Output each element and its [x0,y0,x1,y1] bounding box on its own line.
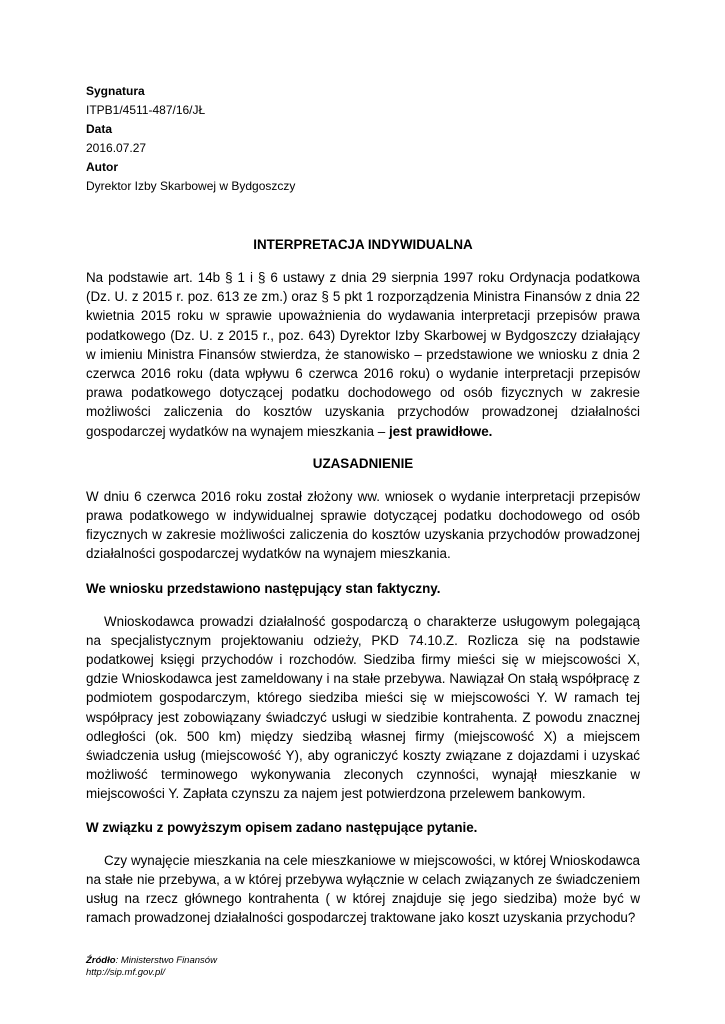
source-label: Źródło [86,955,116,966]
date-label: Data [86,122,113,136]
facts-paragraph: Wnioskodawca prowadzi działalność gospodarczą o charakterze usługowym polegającą na specjalistycznym projektowaniu odzieży, PKD 74.10.Z. Rozlicza się na podstawie podatkowej księgi przychodów i rozchodów. Siedziba firmy mieści się w miejscowości X, gdzie Wnioskodawca jest zameldowany i na stałe przebywa. Nawiązał On stałą współpracę z podmiotem gospodarczym, którego siedziba mieści się w miejscowości Y. W ramach tej współpracy jest zobowiązany świadczyć usługi w siedzibie kontrahenta. Z powodu znacznej odległości (ok. 500 km) między siedzibą własnej firmy (miejscowość X) a miejscem świadczenia usług (miejscowość Y), aby ograniczyć koszty związane z dojazdami i uzyskać możliwość terminowego wykonywania zleconych czynności, wynajął mieszkanie w miejscowości Y. Zapłata czynszu za najem jest potwierdzona przelewem bankowym. [86,613,640,802]
question-paragraph: Czy wynajęcie mieszkania na cele mieszkaniowe w miejscowości, w której Wnioskodawca na stałe nie przebywa, a w której przebywa wyłącznie w celach związanych ze świadczeniem usług na rzecz głównego kontrahenta ( w której znajduje się jego siedziba) może być w ramach prowadzonej działalności gospodarczej traktowane jako koszt uzyskania przychodu? [86,852,640,926]
source-line [86,955,217,967]
document-page [86,82,640,927]
intro-text: Na podstawie art. 14b § 1 i § 6 ustawy z dnia 29 sierpnia 1997 roku Ordynacja podatkowa (Dz. U. z 2015 r. poz. 613 ze zm.) oraz § 5 pkt 1 rozporządzenia Ministra Finansów z dnia 22 kwietnia 2015 roku w sprawie upoważnienia do wydawania interpretacji przepisów prawa podatkowego (Dz. U. z 2015 r., poz. 643) Dyrektor Izby Skarbowej w Bydgoszczy działający w imieniu Ministra Finansów stwierdza, że stanowisko – przedstawione we wniosku z dnia 2 czerwca 2016 roku (data wpływu 6 czerwca 2016 roku) o wydanie interpretacji przepisów prawa podatkowego dotyczącej podatku dochodowego od osób fizycznych w zakresie możliwości zaliczenia do kosztów uzyskania przychodów prowadzonej działalności gospodarczej wydatków na wynajem mieszkania – [86,270,640,439]
signature-label: Sygnatura [86,84,145,98]
date-value: 2016.07.27 [86,141,147,155]
metadata-block [86,82,640,196]
footer [86,955,217,979]
source-value: : Ministerstwo Finansów [115,955,217,966]
question-heading: W związku z powyższym opisem zadano następujące pytanie. [86,819,478,835]
author-value: Dyrektor Izby Skarbowej w Bydgoszczy [86,179,296,193]
signature-value: ITPB1/4511-487/16/JŁ [86,103,206,117]
intro-paragraph [86,268,640,441]
source-url[interactable]: http://sip.mf.gov.pl/ [86,967,166,978]
facts-heading: We wniosku przedstawiono następujący stan faktyczny. [86,580,441,596]
section-title: UZASADNIENIE [312,455,414,471]
author-label: Autor [86,160,118,174]
document-title: INTERPRETACJA INDYWIDUALNA [253,237,473,252]
justification-paragraph: W dniu 6 czerwca 2016 roku został złożony ww. wniosek o wydanie interpretacji przepisów prawa podatkowego w indywidualnej sprawie dotyczącej podatku dochodowego od osób fizycznych w zakresie możliwości zaliczenia do kosztów uzyskania przychodów prowadzonej działalności gospodarczej wydatków na wynajem mieszkania. [86,488,640,562]
verdict-text: jest prawidłowe. [388,423,493,439]
